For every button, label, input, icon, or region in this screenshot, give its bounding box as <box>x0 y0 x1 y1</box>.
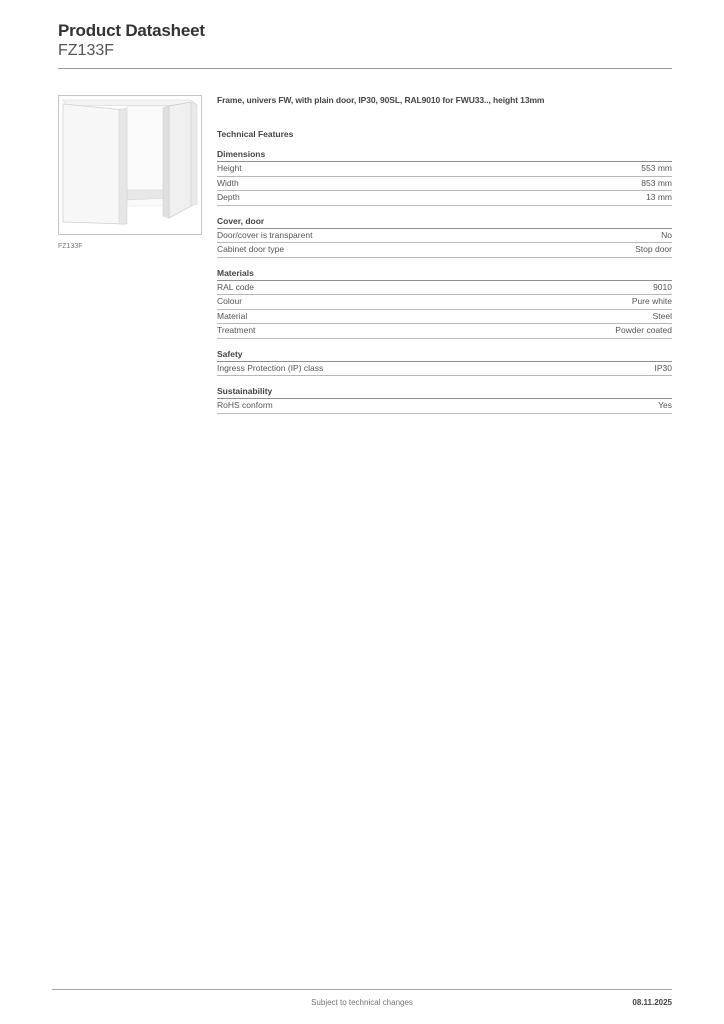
spec-row <box>217 362 672 377</box>
image-caption: FZ133F <box>58 243 83 250</box>
spec-row <box>217 324 672 339</box>
spec-label: Cabinet door type <box>217 244 285 254</box>
section-title: Cover, door <box>217 216 672 229</box>
product-description: Frame, univers FW, with plain door, IP30, 90SL, RAL9010 for FWU33.., height 13mm <box>217 95 545 105</box>
spec-label: RoHS conform <box>217 400 273 410</box>
spec-value: 853 mm <box>641 177 672 188</box>
page-title: Product Datasheet <box>58 21 205 40</box>
spec-value: 9010 <box>653 281 672 292</box>
section-cover-door <box>217 216 672 258</box>
spec-row <box>217 243 672 258</box>
spec-label: Colour <box>217 296 243 306</box>
spec-value: Powder coated <box>615 325 672 335</box>
spec-label: Treatment <box>217 325 256 335</box>
spec-row <box>217 281 672 296</box>
spec-label: Height <box>217 163 242 173</box>
spec-value: 553 mm <box>641 163 672 173</box>
spec-row <box>217 399 672 414</box>
spec-value: Stop door <box>635 244 672 254</box>
section-title: Safety <box>217 349 672 362</box>
spec-label: Depth <box>217 192 240 202</box>
section-title: Dimensions <box>217 149 672 162</box>
spec-label: Width <box>217 177 239 188</box>
section-sustainability <box>217 386 672 414</box>
section-dimensions <box>217 149 672 206</box>
spec-row <box>217 229 672 244</box>
spec-row <box>217 310 672 325</box>
spec-value: No <box>661 229 672 240</box>
page-header <box>58 20 672 60</box>
spec-row <box>217 162 672 177</box>
spec-label: Door/cover is transparent <box>217 229 313 240</box>
footer-divider <box>52 989 672 990</box>
header-divider <box>58 68 672 69</box>
spec-value: Yes <box>658 400 672 410</box>
technical-features-heading: Technical Features <box>217 129 294 139</box>
cabinet-frame-illustration <box>59 96 201 234</box>
spec-label: Material <box>217 310 248 321</box>
footer-date: 08.11.2025 <box>632 998 672 1007</box>
spec-row <box>217 295 672 310</box>
spec-row <box>217 191 672 206</box>
spec-value: Pure white <box>631 296 672 306</box>
spec-row <box>217 177 672 192</box>
product-image <box>58 95 202 235</box>
product-code: FZ133F <box>58 42 115 59</box>
spec-label: RAL code <box>217 281 255 292</box>
spec-value: Steel <box>652 310 672 321</box>
footer-note: Subject to technical changes <box>311 998 413 1007</box>
spec-label: Ingress Protection (IP) class <box>217 362 324 373</box>
spec-content <box>217 95 672 414</box>
spec-value: 13 mm <box>646 192 672 202</box>
section-materials <box>217 268 672 339</box>
section-title: Sustainability <box>217 386 672 399</box>
section-title: Materials <box>217 268 672 281</box>
section-safety <box>217 349 672 377</box>
spec-value: IP30 <box>654 362 672 373</box>
